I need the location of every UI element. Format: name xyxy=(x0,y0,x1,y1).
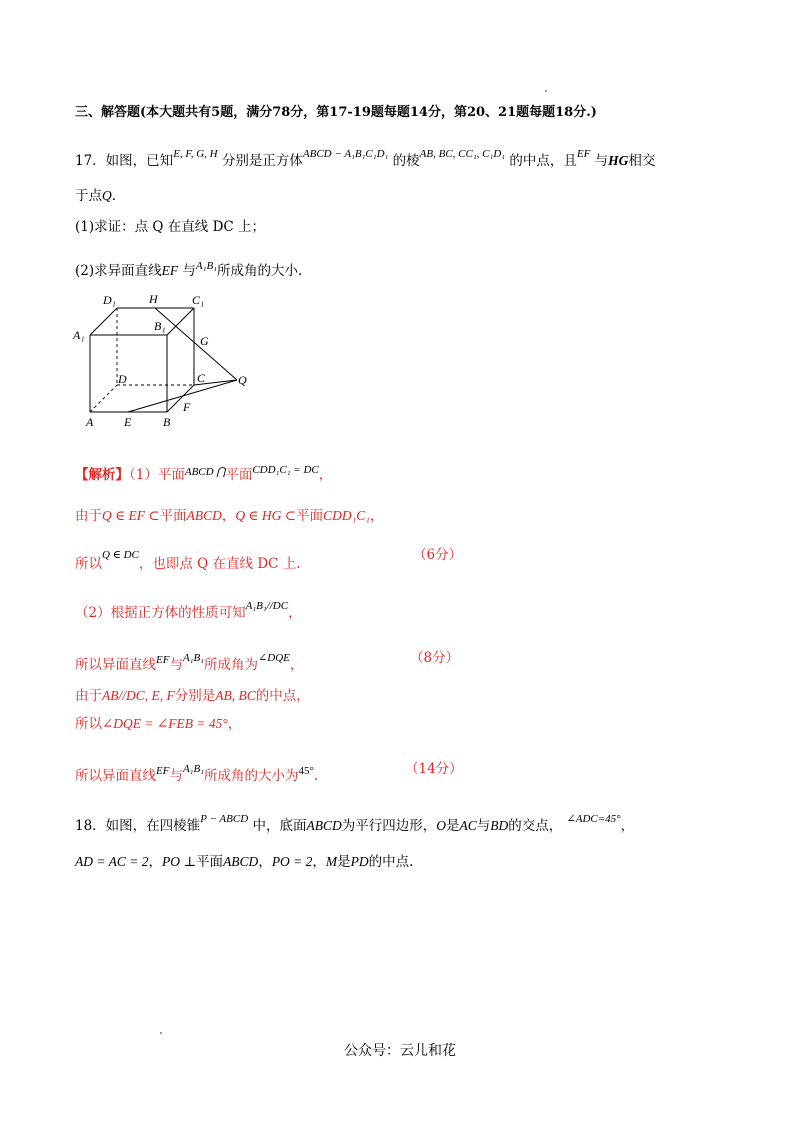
q18-ac: AC xyxy=(459,818,477,833)
label-G: G xyxy=(200,334,209,348)
q18-pyr: P − ABCD xyxy=(200,813,249,825)
s2e: ， xyxy=(370,508,384,524)
solution-line7 xyxy=(75,715,241,733)
s4b: ， xyxy=(288,605,302,621)
label-D: D xyxy=(118,372,127,386)
q18-bd: BD xyxy=(490,818,509,833)
solution-score-14: （14分） xyxy=(405,761,463,777)
q17-part2-ef: EF xyxy=(161,263,179,278)
label-Q: Q xyxy=(238,373,247,387)
solution-line3 xyxy=(75,546,301,573)
q17-intro-c: 的棱 xyxy=(392,153,420,169)
q17-with: 与 xyxy=(594,153,609,169)
q17-part2a: (2)求异面直线 xyxy=(75,263,162,279)
q18-l2d: ， xyxy=(312,854,326,870)
s1-expr: CDD₁C₁ = DC xyxy=(252,464,319,476)
s5-ef: EF xyxy=(156,654,170,666)
footer-text: 公众号：云儿和花 xyxy=(344,1043,456,1059)
q18-pd: PD xyxy=(350,854,369,869)
s2-cdd: CDD₁C₁ xyxy=(323,508,371,523)
q17-intro-b: 分别是正方体 xyxy=(221,153,303,169)
q18-l2-expr1: AD = AC = 2 xyxy=(75,854,149,869)
s2-expr2: Q ∈ HG ⊂ xyxy=(235,508,297,523)
edge-A1D1 xyxy=(90,308,117,335)
q18-angle: ∠ADC=45° xyxy=(566,813,621,825)
solution-score-6: （6分） xyxy=(413,547,463,563)
q18-o: O xyxy=(436,818,446,833)
s1-abcd: ABCD ⋂ xyxy=(184,466,226,478)
label-B: B xyxy=(163,415,171,429)
s5a: 所以异面直线 xyxy=(75,657,156,673)
q18-l2b: 平面 xyxy=(196,854,224,870)
s6a: 由于 xyxy=(75,688,102,704)
cube-figure xyxy=(70,290,260,430)
s7-expr: ∠DQE = ∠FEB = 45° xyxy=(102,716,228,731)
s2-expr1: Q ∈ EF ⊂ xyxy=(102,508,160,523)
solution-tag: 【解析】 xyxy=(75,467,129,483)
label-F: F xyxy=(183,400,191,414)
s5c: ， xyxy=(289,657,304,673)
q18-g: ， xyxy=(620,818,635,834)
q18-l2f: 的中点. xyxy=(368,854,414,870)
q17-hg: HG xyxy=(608,153,629,168)
q18-f: 的交点， xyxy=(508,818,563,834)
q18-l2-abcd: ABCD xyxy=(223,854,259,869)
s8a: 所以异面直线 xyxy=(75,768,156,784)
label-A1: A₁ xyxy=(73,328,85,342)
s2a: 由于 xyxy=(75,508,102,524)
q18-l2-expr2: PO ⊥ xyxy=(161,854,197,869)
label-E: E xyxy=(124,415,132,429)
q17-ef: EF xyxy=(576,148,591,160)
s8-a1b1: A₁B₁ xyxy=(182,763,205,775)
q18-e: 与 xyxy=(476,818,491,834)
s5-a1b1: A₁B₁ xyxy=(182,652,205,664)
q17-line2a: 于点 xyxy=(75,188,102,204)
label-D1: D₁ xyxy=(103,293,116,307)
q18-b: 中，底面 xyxy=(252,818,307,834)
q18-line1 xyxy=(75,810,634,835)
s6c: 的中点， xyxy=(255,688,310,704)
solution-line6 xyxy=(75,687,310,705)
s5-angle: ∠DQE xyxy=(258,652,290,664)
s1c: ， xyxy=(318,467,333,483)
q18-c: 为平行四边形， xyxy=(341,818,437,834)
s2d: 平面 xyxy=(296,508,324,524)
s8c: . xyxy=(313,768,319,784)
s2c: ， xyxy=(221,508,236,524)
s7b: ， xyxy=(227,716,242,732)
q17-cube: ABCD − A₁B₁C₁D₁ xyxy=(302,148,389,160)
solution-line5 xyxy=(75,649,303,674)
q18-m: M xyxy=(325,854,338,869)
section-heading: 三、解答题(本大题共有5题，满分78分，第17-19题每题14分，第20、21题每题18分.) xyxy=(75,105,597,120)
solution-score-8: （8分） xyxy=(410,650,460,666)
s3a: 所以 xyxy=(75,556,102,572)
s3-expr: Q ∈ DC xyxy=(102,549,139,561)
q17-part2 xyxy=(75,257,302,280)
label-C1: C₁ xyxy=(192,293,205,307)
s1a: （1）平面 xyxy=(129,467,185,483)
solution-line2 xyxy=(75,507,384,525)
solution-line8 xyxy=(75,760,318,785)
s4-expr: A₁B₁//DC xyxy=(245,600,289,612)
s5-with: 与 xyxy=(169,657,183,673)
q18-abcd: ABCD xyxy=(306,818,342,833)
q18-d: 是 xyxy=(445,818,460,834)
q18-l2e: 是 xyxy=(337,854,351,870)
hidden-AD xyxy=(90,385,117,412)
q17-intro-d: 的中点，且 xyxy=(509,153,577,169)
s1b: 平面 xyxy=(225,467,253,483)
s8-with: 与 xyxy=(169,768,183,784)
scan-dot xyxy=(545,90,547,92)
q18-l2-expr3: PO = 2 xyxy=(271,854,313,869)
label-H: H xyxy=(149,292,158,306)
s6-expr2: AB, BC xyxy=(215,688,256,703)
s3b: ，也即点 Q 在直线 DC 上. xyxy=(138,556,301,572)
q17-edges: AB, BC, CC₁, C₁D₁ xyxy=(419,148,506,160)
q17-q: Q xyxy=(102,188,112,203)
solution-line1 xyxy=(75,461,332,484)
q17-intro-a: 17．如图，已知 xyxy=(75,153,174,169)
q17-points: E, F, G, H xyxy=(173,148,218,160)
q17-line1 xyxy=(75,145,655,170)
label-C: C xyxy=(197,371,206,385)
s2-abcd: ABCD xyxy=(186,508,222,523)
solution-line4 xyxy=(75,597,302,622)
q17-part2b: 所成角的大小. xyxy=(217,263,303,279)
s6b: 分别是 xyxy=(174,688,216,704)
q17-part2-with: 与 xyxy=(182,263,196,279)
label-B1: B₁ xyxy=(154,319,166,333)
scan-dot xyxy=(160,1032,162,1034)
s5b: 所成角为 xyxy=(204,657,259,673)
s4a: （2）根据正方体的性质可知 xyxy=(75,605,246,621)
q17-line2b: . xyxy=(111,188,117,204)
s8-val: 45° xyxy=(298,765,314,777)
s2b: 平面 xyxy=(159,508,187,524)
s8-ef: EF xyxy=(156,765,170,777)
s7a: 所以 xyxy=(75,716,102,732)
s8b: 所成角的大小为 xyxy=(204,768,299,784)
q17-intro-e: 相交 xyxy=(628,153,656,169)
q18-l2a: ， xyxy=(148,854,162,870)
label-A: A xyxy=(86,415,94,429)
q18-a: 18．如图，在四棱锥 xyxy=(75,818,201,834)
q17-line2 xyxy=(75,187,116,205)
q17-part2-a1b1: A₁B₁ xyxy=(195,260,218,272)
s6-expr: AB//DC, E, F xyxy=(102,688,175,703)
q18-l2c: ， xyxy=(258,854,272,870)
q17-part1: (1)求证：点 Q 在直线 DC 上； xyxy=(75,219,266,235)
q18-line2 xyxy=(75,853,413,871)
